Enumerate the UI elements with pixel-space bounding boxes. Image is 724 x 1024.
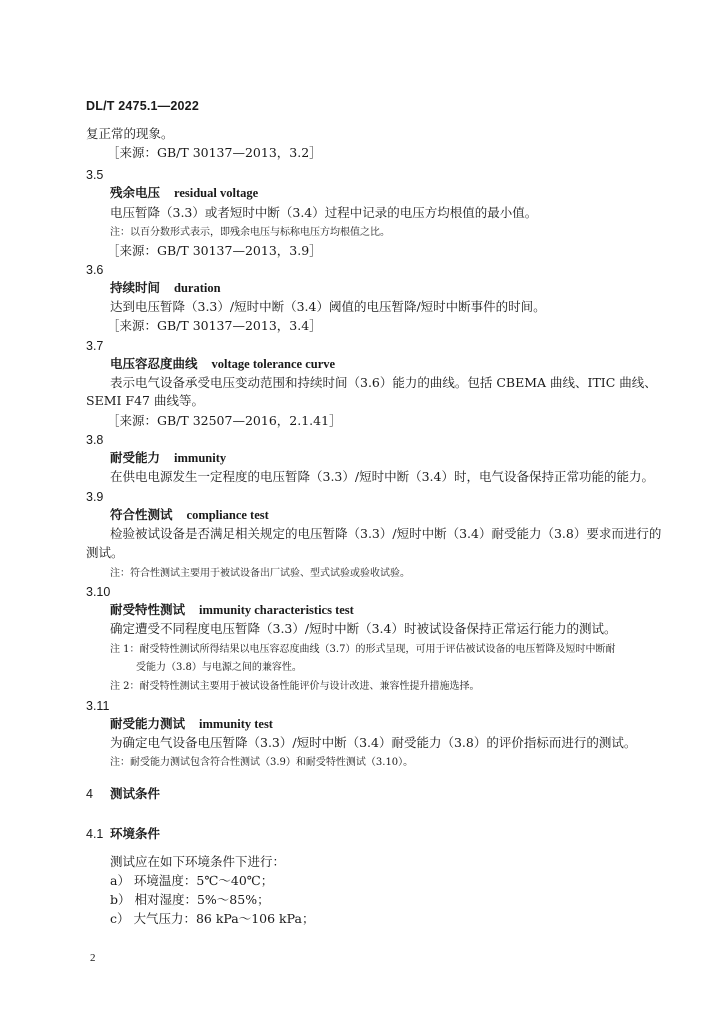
definition-line: SEMI F47 曲线等。 (86, 393, 204, 408)
term-heading (110, 716, 273, 732)
source-citation: ［来源：GB/T 30137—2013，3.4］ (107, 318, 322, 333)
section-title: 测试条件 (110, 786, 161, 801)
note-line: 注 1：耐受特性测试所得结果以电压容忍度曲线（3.7）的形式呈现，可用于评估被试设备的电压暂降及短时中断耐 (110, 644, 616, 655)
term-zh: 耐受能力 (110, 450, 161, 465)
term-en: residual voltage (174, 186, 259, 200)
term-heading (110, 280, 221, 296)
term-zh: 残余电压 (110, 185, 161, 200)
list-item: b） 相对湿度：5%～85%； (110, 892, 270, 907)
term-en: compliance test (186, 508, 269, 522)
term-zh: 符合性测试 (110, 507, 173, 522)
standard-header: DL/T 2475.1—2022 (86, 99, 199, 113)
section-heading (86, 786, 160, 802)
definition-line: 电压暂降（3.3）或者短时中断（3.4）过程中记录的电压方均根值的最小值。 (110, 205, 538, 220)
paragraph-line: 测试应在如下环境条件下进行： (110, 854, 286, 869)
note-line: 注：耐受能力测试包含符合性测试（3.9）和耐受特性测试（3.10）。 (110, 757, 414, 768)
term-en: voltage tolerance curve (211, 357, 336, 371)
term-heading (110, 602, 354, 618)
clause-number: 3.8 (86, 433, 104, 447)
definition-line: 达到电压暂降（3.3）/短时中断（3.4）阈值的电压暂降/短时中断事件的时间。 (110, 299, 546, 314)
section-number: 4 (86, 787, 93, 801)
clause-number: 3.5 (86, 168, 104, 182)
term-zh: 持续时间 (110, 280, 161, 295)
section-number: 4.1 (86, 827, 104, 841)
clause-number: 3.10 (86, 585, 111, 599)
definition-line: 确定遭受不同程度电压暂降（3.3）/短时中断（3.4）时被试设备保持正常运行能力的测试。 (110, 621, 617, 636)
definition-line: 表示电气设备承受电压变动范围和持续时间（3.6）能力的曲线。包括 CBEMA 曲线、ITIC 曲线、 (110, 375, 657, 390)
term-zh: 耐受能力测试 (110, 716, 186, 731)
source-citation: ［来源：GB/T 32507—2016，2.1.41］ (107, 413, 342, 428)
term-zh: 电压容忍度曲线 (110, 356, 198, 371)
note-line: 注：以百分数形式表示，即残余电压与标称电压方均根值之比。 (110, 227, 390, 238)
clause-number: 3.9 (86, 490, 104, 504)
source-citation: ［来源：GB/T 30137—2013，3.9］ (107, 243, 322, 258)
term-heading (110, 356, 335, 372)
definition-line: 为确定电气设备电压暂降（3.3）/短时中断（3.4）耐受能力（3.8）的评价指标而进行的测试。 (110, 735, 637, 750)
term-en: immunity test (199, 717, 273, 731)
term-heading (110, 507, 269, 523)
section-title: 环境条件 (110, 826, 161, 841)
definition-line: 在供电电源发生一定程度的电压暂降（3.3）/短时中断（3.4）时，电气设备保持正常功能的能力。 (110, 469, 654, 484)
list-item: a） 环境温度：5℃～40℃； (110, 873, 274, 888)
clause-number: 3.6 (86, 263, 104, 277)
source-citation: ［来源：GB/T 30137—2013，3.2］ (107, 145, 322, 160)
definition-line: 检验被试设备是否满足相关规定的电压暂降（3.3）/短时中断（3.4）耐受能力（3.8）要求而进行的 (110, 526, 662, 541)
term-en: immunity (174, 451, 227, 465)
definition-line: 测试。 (86, 545, 124, 560)
paragraph-line: 复正常的现象。 (86, 126, 174, 141)
note-line: 注：符合性测试主要用于被试设备出厂试验、型式试验或验收试验。 (110, 568, 410, 579)
note-line: 注 2：耐受特性测试主要用于被试设备性能评价与设计改进、兼容性提升措施选择。 (110, 681, 480, 692)
subsection-heading (86, 826, 160, 842)
term-zh: 耐受特性测试 (110, 602, 186, 617)
clause-number: 3.7 (86, 339, 104, 353)
term-heading (110, 450, 226, 466)
term-heading (110, 185, 258, 201)
page-number: 2 (90, 952, 96, 964)
list-item: c） 大气压力：86 kPa～106 kPa； (110, 911, 315, 926)
note-line: 受能力（3.8）与电源之间的兼容性。 (136, 662, 302, 673)
clause-number: 3.11 (86, 699, 110, 713)
term-en: immunity characteristics test (199, 603, 354, 617)
term-en: duration (174, 281, 221, 295)
